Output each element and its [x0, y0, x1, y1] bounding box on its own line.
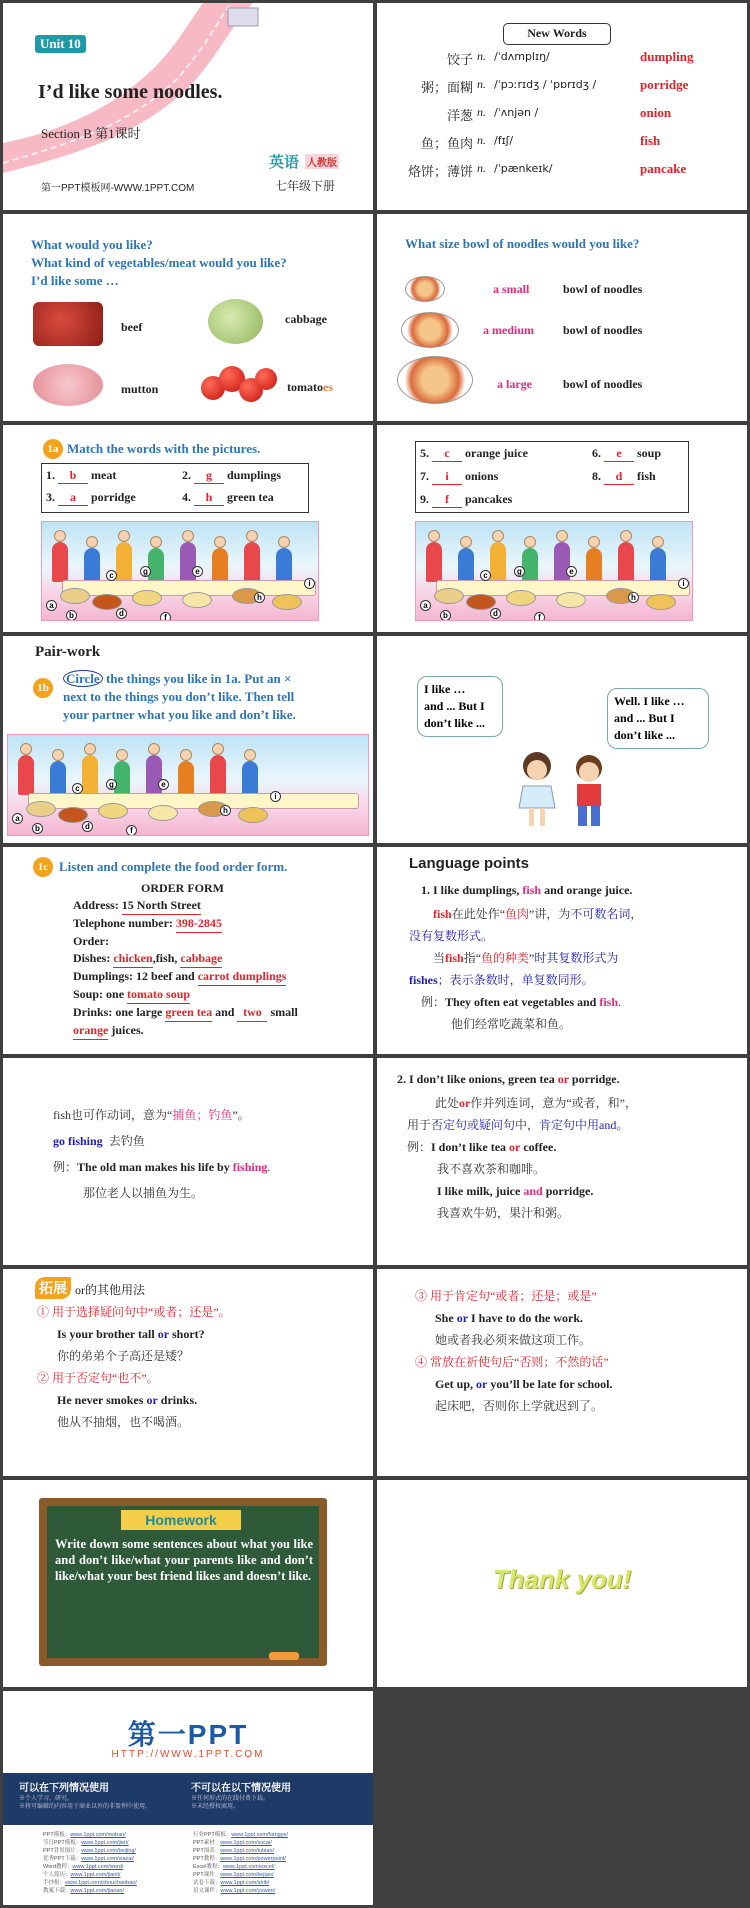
word-chinese: 饺子: [446, 52, 473, 67]
order-form: Address: 15 North Street Telephone number: 398-2845 Order: Dishes: chicken,fish, cabbage Dumplings: 12 beef and carrot dumplings Soup: one tomato soup Drinks: one large green tea and two small orange juices.: [73, 897, 298, 1040]
party-picture-2: [415, 521, 693, 621]
food-plate: [506, 590, 536, 606]
dumplings-value[interactable]: carrot dumplings: [198, 968, 287, 986]
picture-letter-g: g: [106, 779, 117, 790]
party-person: [244, 542, 260, 582]
subject-label: 英语: [269, 155, 300, 171]
picture-letter-g: g: [514, 566, 525, 577]
resource-link[interactable]: Excel教程：www.1ppt.com/excel/: [193, 1864, 275, 1870]
food-plate: [272, 594, 302, 610]
point-2: 2. I don’t like onions, green tea or porridge.: [397, 1072, 620, 1086]
word-phonetic: /ˈdʌmplɪŋ/: [494, 50, 550, 63]
word-pos: n.: [477, 161, 486, 175]
party-person: [210, 755, 226, 795]
badge-1c: 1c: [33, 857, 53, 877]
medium-bowl-image: [401, 312, 459, 348]
word-chinese: 粥；面糊: [420, 80, 473, 95]
slide-dialogue[interactable]: [377, 636, 747, 843]
picture-letter-a: a: [46, 600, 57, 611]
picture-letter-e: e: [192, 566, 203, 577]
picture-letter-h: h: [628, 592, 639, 603]
size-medium: a medium: [483, 323, 534, 337]
food-plate: [434, 588, 464, 604]
usage-panel: 可以在下列情况使用 ※个人学习、研究。 ※将可编辑的内容用于商业以外的非盈利中使用。 不可以在以下情况使用 ※任何形式的在线付费下载。 ※未经授权商用。: [3, 1773, 373, 1825]
food-plate: [556, 592, 586, 608]
size-large: a large: [497, 377, 532, 391]
party-person-head: [588, 536, 600, 548]
word-pos: n.: [477, 77, 486, 91]
answer-5[interactable]: c: [432, 446, 462, 462]
answer-3[interactable]: a: [58, 490, 88, 506]
word-chinese: 鱼；鱼肉: [420, 136, 473, 151]
word-pos: n.: [477, 49, 486, 63]
picture-letter-i: i: [678, 578, 689, 589]
bowl-question: What size bowl of noodles would you like?: [405, 236, 640, 251]
word-english: pancake: [640, 161, 687, 176]
fish-verb-explanation: fish也可作动词，意为“捕鱼；钓鱼”。 go fishing 去钓鱼 例：The old man makes his life by fishing. 那位老人以捕鱼为生。: [53, 1108, 271, 1200]
resource-link[interactable]: 优秀PPT下载：www.1ppt.com/xiazai/: [43, 1856, 135, 1862]
extension-tag: 拓展: [35, 1277, 71, 1299]
word-phonetic: /ˈʌnjən /: [494, 106, 539, 119]
answer-6[interactable]: e: [604, 446, 634, 462]
party-person-head: [428, 530, 440, 542]
mutton-image: [33, 364, 103, 406]
answer-8[interactable]: d: [604, 469, 634, 485]
resource-link[interactable]: 个人简历：www.1ppt.com/jianli/: [43, 1872, 121, 1878]
answer-7[interactable]: i: [432, 469, 462, 485]
instruction-1b: Circle the things you like in 1a. Put an × next to the things you don’t like. Then tell your partner what you like and don’t like.: [63, 671, 296, 722]
language-points-title: Language points: [409, 855, 529, 872]
slide-heading: I’d like some noodles.: [38, 81, 223, 103]
dish-1-value[interactable]: chicken: [113, 950, 152, 968]
party-person-head: [652, 536, 664, 548]
picture-letter-c: c: [480, 570, 491, 581]
picture-letter-b: b: [440, 610, 451, 621]
picture-letter-d: d: [490, 608, 501, 619]
tomatoes-image: [199, 364, 279, 406]
slide-food-vocab[interactable]: [3, 214, 373, 421]
picture-letter-f: f: [160, 612, 171, 621]
homework-text: Write down some sentences about what you like and don’t like/what your parents like and don’t like/what your best friend likes and doesn’t like.: [55, 1537, 313, 1583]
extension-title: or的其他用法: [75, 1283, 145, 1297]
slide-fish-verb[interactable]: [3, 1058, 373, 1265]
tomatoes-label: tomatoes: [287, 380, 333, 394]
slide-or-extension[interactable]: [3, 1269, 373, 1476]
picture-letter-d: d: [82, 821, 93, 832]
word-english: onion: [640, 105, 672, 120]
resource-link[interactable]: 手抄报：www.1ppt.com/shouchaobao/: [43, 1880, 137, 1886]
resource-link[interactable]: 行业PPT模板：www.1ppt.com/hangye/: [193, 1832, 289, 1838]
word-english: dumpling: [640, 49, 694, 64]
party-person: [116, 542, 132, 582]
match-box: 1. b meat 2. g dumplings 3. a porridge 4. h green tea: [41, 463, 309, 513]
food-plate: [58, 807, 88, 823]
unit-label: Unit 10: [35, 35, 86, 53]
party-person-head: [460, 536, 472, 548]
question-1: What would you like?: [31, 237, 153, 252]
speech-bubble-left: I like … and ... But I don’t like ...: [417, 676, 503, 737]
party-person-head: [118, 530, 130, 542]
food-plate: [238, 807, 268, 823]
slide-bowl-sizes[interactable]: [377, 214, 747, 421]
party-person-head: [148, 743, 160, 755]
picture-letter-b: b: [32, 823, 43, 834]
mutton-label: mutton: [121, 382, 159, 396]
resource-link[interactable]: PPT模板：www.1ppt.com/moban/: [43, 1832, 126, 1838]
party-person: [426, 542, 442, 582]
extension-content: ① 用于选择疑问句中“或者；还是”。 Is your brother tall or short? 你的弟弟个子高还是矮？ ② 用于否定句“也不”。 He never smokes or drinks. 他从不抽烟，也不喝酒。: [37, 1305, 231, 1429]
party-person-head: [492, 530, 504, 542]
party-person-head: [556, 530, 568, 542]
links-right: [193, 1831, 288, 1895]
food-plate: [182, 592, 212, 608]
picture-letter-d: d: [116, 608, 127, 619]
badge-1b: 1b: [33, 678, 53, 698]
word-phonetic: /ˈpɔːrɪdʒ / ˈpɒrɪdʒ /: [494, 78, 597, 91]
picture-letter-h: h: [220, 805, 231, 816]
grade-label: 七年级下册: [275, 179, 336, 193]
answer-9[interactable]: f: [432, 492, 462, 508]
question-2: What kind of vegetables/meat would you like?: [31, 255, 287, 270]
answer-2[interactable]: g: [194, 468, 224, 484]
party-picture-3: [7, 734, 369, 836]
party-person-head: [212, 743, 224, 755]
resource-link[interactable]: PPT背景图片：www.1ppt.com/beijing/: [43, 1848, 136, 1854]
slide-homework[interactable]: [3, 1480, 373, 1687]
circle-word: Circle: [63, 670, 103, 687]
row-medium-text: bowl of noodles: [563, 323, 643, 337]
beef-label: beef: [121, 320, 143, 334]
question-3: I’d like some …: [31, 273, 119, 288]
chalk: [269, 1652, 299, 1660]
slide-or-usage[interactable]: [377, 1058, 747, 1265]
picture-letter-e: e: [566, 566, 577, 577]
word-phonetic: /fɪʃ/: [494, 134, 514, 147]
resource-link[interactable]: 节日PPT模板：www.1ppt.com/jieri/: [43, 1840, 129, 1846]
party-person-head: [180, 749, 192, 761]
party-person: [82, 755, 98, 795]
dish-2-value[interactable]: cabbage: [180, 950, 222, 968]
point-1: 1. I like dumplings, fish and orange juice.: [421, 883, 633, 897]
party-person-head: [244, 749, 256, 761]
food-plate: [646, 594, 676, 610]
party-person-head: [116, 749, 128, 761]
picture-letter-i: i: [270, 791, 281, 802]
drink-2-value[interactable]: two: [237, 1004, 267, 1022]
section-label: Section B 第1课时: [41, 126, 141, 141]
match-box-2: 5. c orange juice 6. e soup 7. i onions 8. d fish 9. f pancakes: [415, 441, 689, 513]
order-form-title: ORDER FORM: [141, 881, 224, 895]
answer-1[interactable]: b: [58, 468, 88, 484]
point-2-explanation: 此处or作并列连词，意为“或者，和”， 用于否定句或疑问句中，肯定句中用and。 例：I don’t like tea or coffee. 我不喜欢茶和咖啡。 I like milk, juice and porridge. 我喜欢牛奶，果汁和粥。: [407, 1096, 637, 1220]
party-person: [490, 542, 506, 582]
brand-url[interactable]: HTTP://WWW.1PPT.COM: [111, 1749, 265, 1760]
instruction-1a: Match the words with the pictures.: [67, 441, 261, 456]
picture-letter-a: a: [420, 600, 431, 611]
word-pos: n.: [477, 105, 486, 119]
word-pos: n.: [477, 133, 486, 147]
resource-link[interactable]: PPT教程：www.1ppt.com/powerpoint/: [193, 1856, 286, 1862]
address-value[interactable]: 15 North Street: [122, 897, 201, 915]
food-plate: [466, 594, 496, 610]
small-bowl-image: [405, 276, 445, 302]
slide-new-words[interactable]: [377, 3, 747, 210]
party-person-head: [214, 536, 226, 548]
links-left: [43, 1831, 137, 1895]
phone-value[interactable]: 398-2845: [176, 915, 222, 933]
homework-label: Homework: [121, 1510, 241, 1530]
food-plate: [98, 803, 128, 819]
party-person-head: [620, 530, 632, 542]
answer-4[interactable]: h: [194, 490, 224, 506]
cabbage-image: [208, 299, 263, 344]
site-label: 第一PPT模板网-WWW.1PPT.COM: [41, 183, 195, 194]
slide-credits[interactable]: [3, 1691, 373, 1905]
word-chinese: 烙饼；薄饼: [407, 164, 473, 179]
picture-letter-a: a: [12, 813, 23, 824]
party-person: [18, 755, 34, 795]
size-small: a small: [493, 282, 530, 296]
party-person-head: [150, 536, 162, 548]
resource-link[interactable]: Word教程：www.1ppt.com/word/: [43, 1864, 124, 1870]
picture-letter-i: i: [304, 578, 315, 589]
soup-value[interactable]: tomato soup: [127, 986, 190, 1004]
word-english: porridge: [640, 77, 689, 92]
speech-bubble-right: Well. I like … and ... But I don’t like ...: [607, 688, 709, 749]
party-person-head: [86, 536, 98, 548]
food-plate: [26, 801, 56, 817]
resource-link[interactable]: 试卷下载：www.1ppt.com/shiti/: [193, 1880, 270, 1886]
large-bowl-image: [397, 356, 473, 404]
word-phonetic: /ˈpænkeɪk/: [494, 162, 553, 175]
food-plate: [92, 594, 122, 610]
point-1-explanation: fish在此处作“鱼肉”讲，为不可数名词， 没有复数形式。 当fish指“鱼的种类”时其复数形式为 fishes；表示条数时，单复数同形。 例：They often eat vegetables and fish. 他们经常吃蔬菜和鱼。: [409, 907, 643, 1031]
drink-3-value[interactable]: orange: [73, 1022, 108, 1040]
party-person-head: [246, 530, 258, 542]
beef-image: [33, 302, 103, 346]
picture-letter-g: g: [140, 566, 151, 577]
slide-1c-order-form[interactable]: [3, 847, 373, 1054]
picture-letter-e: e: [158, 779, 169, 790]
pair-work-heading: Pair-work: [35, 644, 101, 660]
row-small-text: bowl of noodles: [563, 282, 643, 296]
drink-1-value[interactable]: green tea: [165, 1004, 212, 1022]
picture-letter-c: c: [72, 783, 83, 794]
party-person-head: [524, 536, 536, 548]
slide-pair-work[interactable]: [3, 636, 373, 843]
party-person-head: [52, 749, 64, 761]
slide-or-extension-2[interactable]: [377, 1269, 747, 1476]
slide-thank-you[interactable]: [377, 1480, 747, 1687]
resource-link[interactable]: PPT课件：www.1ppt.com/kejian/: [193, 1872, 274, 1878]
slide-title[interactable]: [3, 3, 373, 210]
slide-language-points[interactable]: [377, 847, 747, 1054]
row-large-text: bowl of noodles: [563, 377, 643, 391]
resource-link[interactable]: PPT素材：www.1ppt.com/sucai/: [193, 1840, 272, 1846]
party-person-head: [182, 530, 194, 542]
slide-1a-match[interactable]: [3, 425, 373, 632]
resource-link[interactable]: 语文课件：www.1ppt.com/yuwen/: [193, 1888, 276, 1894]
food-plate: [132, 590, 162, 606]
party-picture: [41, 521, 319, 621]
slide-1a-continued[interactable]: [377, 425, 747, 632]
kids-illustration: [507, 746, 627, 836]
resource-link[interactable]: 教案下载：www.1ppt.com/jiaoan/: [43, 1888, 125, 1894]
picture-letter-b: b: [66, 610, 77, 621]
picture-letter-f: f: [126, 825, 137, 836]
resource-link[interactable]: PPT图表：www.1ppt.com/tubiao/: [193, 1848, 275, 1854]
party-person-head: [54, 530, 66, 542]
party-person-head: [278, 536, 290, 548]
picture-letter-c: c: [106, 570, 117, 581]
edition-label: 人教版: [305, 154, 339, 169]
party-person: [618, 542, 634, 582]
party-person-head: [20, 743, 32, 755]
badge-1a: 1a: [43, 439, 63, 459]
extension-content-2: ③ 用于肯定句“或者；还是；或是” She or I have to do the work. 她或者我必须来做这项工作。 ④ 常放在祈使句后“否则；不然的话” Get up, or you’ll be late for school. 起床吧，否则你上学就迟到了。: [415, 1289, 613, 1413]
instruction-1c: Listen and complete the food order form.: [59, 859, 288, 874]
food-plate: [60, 588, 90, 604]
picture-letter-h: h: [254, 592, 265, 603]
new-words-header: New Words: [503, 23, 611, 45]
party-person: [52, 542, 68, 582]
brand-logo: 第一PPT: [127, 1719, 249, 1750]
word-english: fish: [640, 133, 661, 148]
picture-letter-f: f: [534, 612, 545, 621]
thank-you-text: Thank you!: [492, 1564, 632, 1594]
party-person-head: [84, 743, 96, 755]
food-plate: [148, 805, 178, 821]
cabbage-label: cabbage: [285, 312, 327, 326]
word-chinese: 洋葱: [446, 108, 473, 123]
